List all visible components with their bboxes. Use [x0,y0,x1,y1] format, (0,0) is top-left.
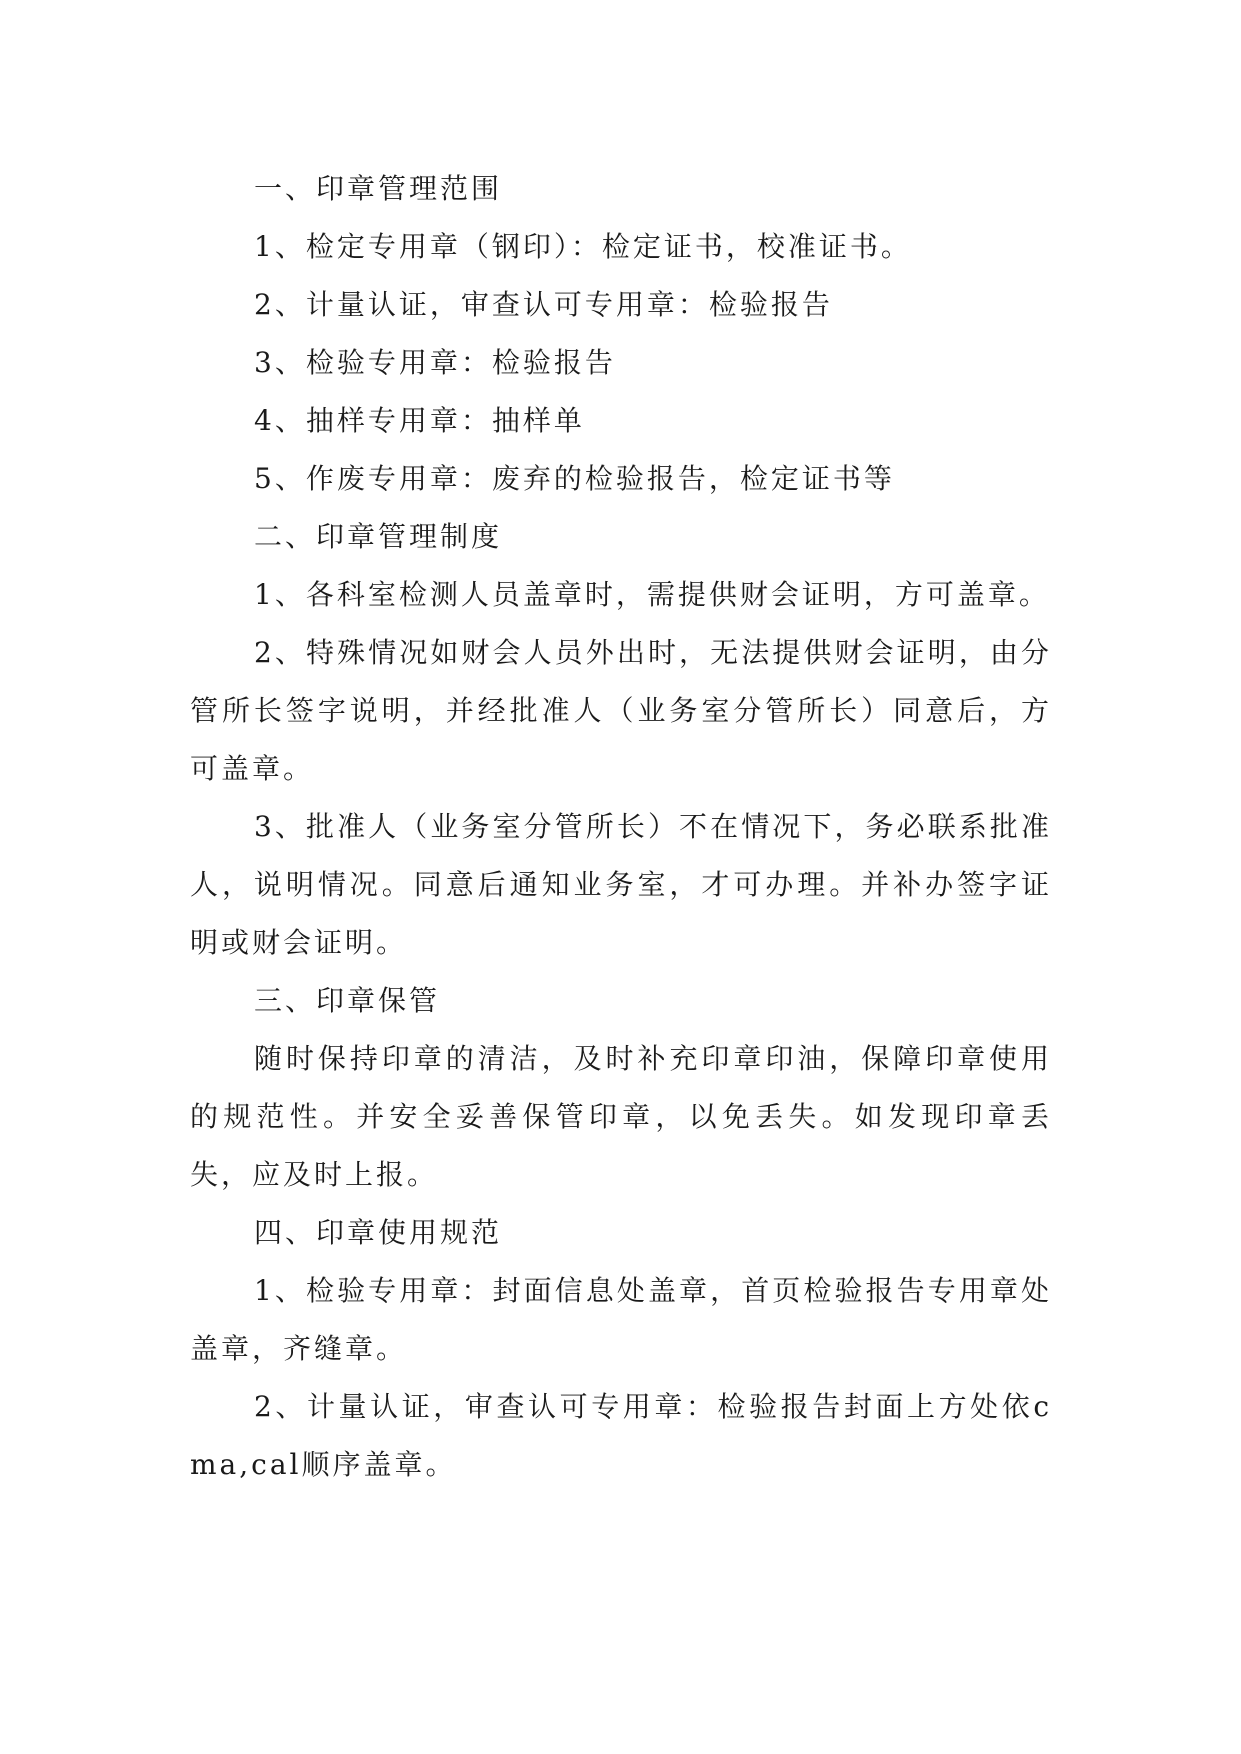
list-item: 1、检定专用章（钢印）：检定证书，校准证书。 [254,230,912,263]
list-item: 2、特殊情况如财会人员外出时，无法提供财会证明，由分管所长签字说明，并经批准人（业务室分管所长）同意后，方可盖章。 [190,636,1052,785]
list-item: 3、检验专用章：检验报告 [254,346,616,379]
list-item: 2、计量认证，审查认可专用章：检验报告封面上方处依cma,cal顺序盖章。 [190,1390,1052,1481]
section-heading-seal-scope: 一、印章管理范围 [254,172,503,205]
section-heading-seal-usage: 四、印章使用规范 [254,1216,503,1249]
document-body [190,160,1052,1494]
list-item: 1、各科室检测人员盖章时，需提供财会证明，方可盖章。 [254,578,1050,611]
body-paragraph: 随时保持印章的清洁，及时补充印章印油，保障印章使用的规范性。并安全妥善保管印章，以免丢失。如发现印章丢失，应及时上报。 [190,1042,1052,1191]
section-heading-seal-rules: 二、印章管理制度 [254,520,503,553]
list-item: 5、作废专用章：废弃的检验报告，检定证书等 [254,462,895,495]
list-item: 1、检验专用章：封面信息处盖章，首页检验报告专用章处盖章，齐缝章。 [190,1274,1052,1365]
list-item: 4、抽样专用章：抽样单 [254,404,585,437]
list-item: 2、计量认证，审查认可专用章：检验报告 [254,288,833,321]
list-item: 3、批准人（业务室分管所长）不在情况下，务必联系批准人，说明情况。同意后通知业务室，才可办理。并补办签字证明或财会证明。 [190,810,1052,959]
section-heading-seal-custody: 三、印章保管 [254,984,441,1017]
